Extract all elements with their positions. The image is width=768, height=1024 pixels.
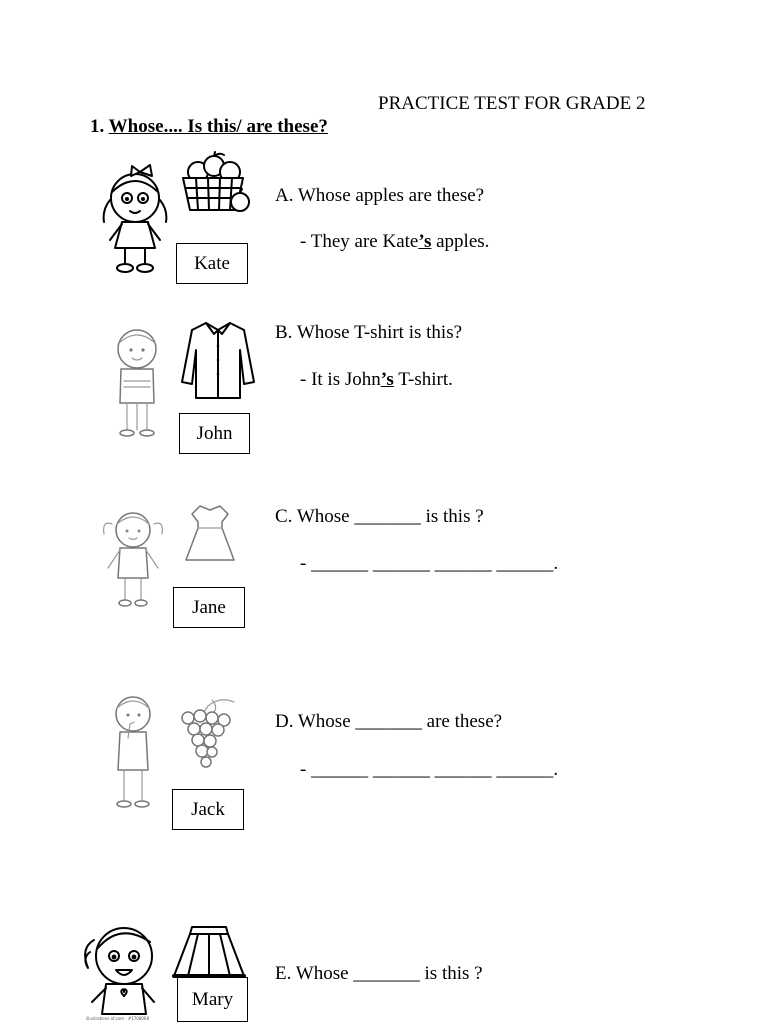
page-title: PRACTICE TEST FOR GRADE 2	[378, 93, 646, 114]
apple-basket-icon	[180, 152, 254, 216]
name-label-mary: Mary	[177, 977, 248, 1022]
name-label-jane: Jane	[173, 587, 245, 628]
grapes-icon	[174, 696, 238, 770]
name-label-john: John	[179, 413, 250, 454]
answer-a: - They are Kate’s apples.	[300, 231, 490, 252]
question-e: E. Whose _______ is this ?	[275, 963, 483, 984]
name-label-kate: Kate	[176, 243, 248, 284]
watermark: illustrations of.com · #1708068	[86, 1016, 149, 1021]
section-number: 1.	[90, 116, 105, 137]
girl-pigtails-icon	[98, 508, 168, 608]
section-title: Whose.... Is this/ are these?	[108, 116, 328, 137]
boy-thinking-icon	[108, 692, 158, 812]
answer-d-blank: - ______ ______ ______ ______.	[300, 759, 559, 780]
question-c: C. Whose _______ is this ?	[275, 506, 484, 527]
question-a: A. Whose apples are these?	[275, 185, 485, 206]
boy-icon	[112, 325, 162, 440]
girl-ponytail-icon	[80, 918, 164, 1018]
question-d: D. Whose _______ are these?	[275, 711, 503, 732]
section-heading	[90, 116, 328, 138]
skirt-icon	[172, 924, 246, 984]
shirt-icon	[180, 320, 256, 400]
dress-icon	[184, 504, 236, 564]
question-b: B. Whose T-shirt is this?	[275, 322, 463, 343]
girl-with-bow-icon	[100, 160, 170, 278]
answer-c-blank: - ______ ______ ______ ______.	[300, 553, 559, 574]
answer-b: - It is John’s T-shirt.	[300, 369, 453, 390]
name-label-jack: Jack	[172, 789, 244, 830]
